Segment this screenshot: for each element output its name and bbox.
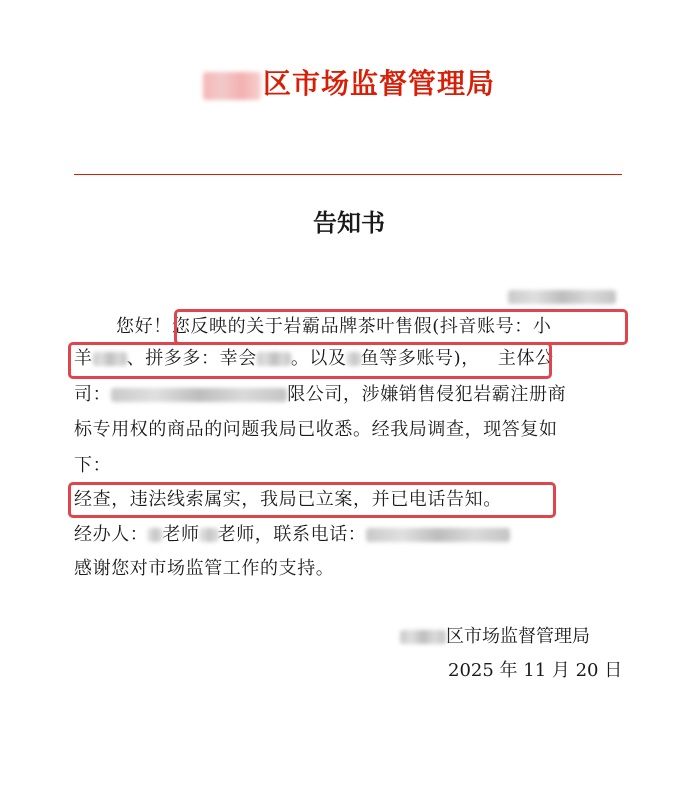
redacted-platform-name (347, 352, 361, 366)
redacted-district-signature (400, 630, 446, 644)
redacted-douyin-account (93, 352, 127, 366)
redacted-company-name (111, 388, 287, 402)
redacted-handler-1 (148, 528, 162, 542)
signature-date: 2025 年 11 月 20 日 (448, 660, 623, 681)
body-line-2: 羊 、拼多多：幸会 。以及 鱼等多账号)， 主体公 (74, 348, 554, 369)
redacted-handler-2 (200, 528, 218, 542)
header-divider (74, 174, 622, 175)
body-line-1 (74, 312, 634, 342)
redacted-district-name (203, 72, 261, 100)
body-line-5: 下： (74, 455, 112, 476)
investigation-result: 经查，违法线索属实，我局已立案，并已电话告知。 (74, 489, 502, 510)
document-title: 告知书 (313, 208, 385, 237)
greeting: 您好！ (116, 316, 172, 337)
redacted-phone-number (366, 528, 510, 542)
thanks-line: 感谢您对市场监管工作的支持。 (74, 558, 335, 579)
body-line-3: 司： 限公司，涉嫌销售侵犯岩霸注册商 (74, 384, 567, 405)
redacted-reference-number (508, 290, 616, 304)
body-line-4: 标专用权的商品的问题我局已收悉。经我局调查，现答复如 (74, 419, 558, 440)
complaint-text-1: 您反映的关于岩霸品牌茶叶售假(抖音账号：小 (171, 316, 552, 337)
redacted-pdd-account (257, 352, 291, 366)
issuing-authority-title: 区市场监督管理局 (0, 62, 698, 102)
signature-office: 区市场监督管理局 (400, 622, 620, 652)
handler-line: 经办人： 老师 老师，联系电话： (74, 520, 634, 550)
